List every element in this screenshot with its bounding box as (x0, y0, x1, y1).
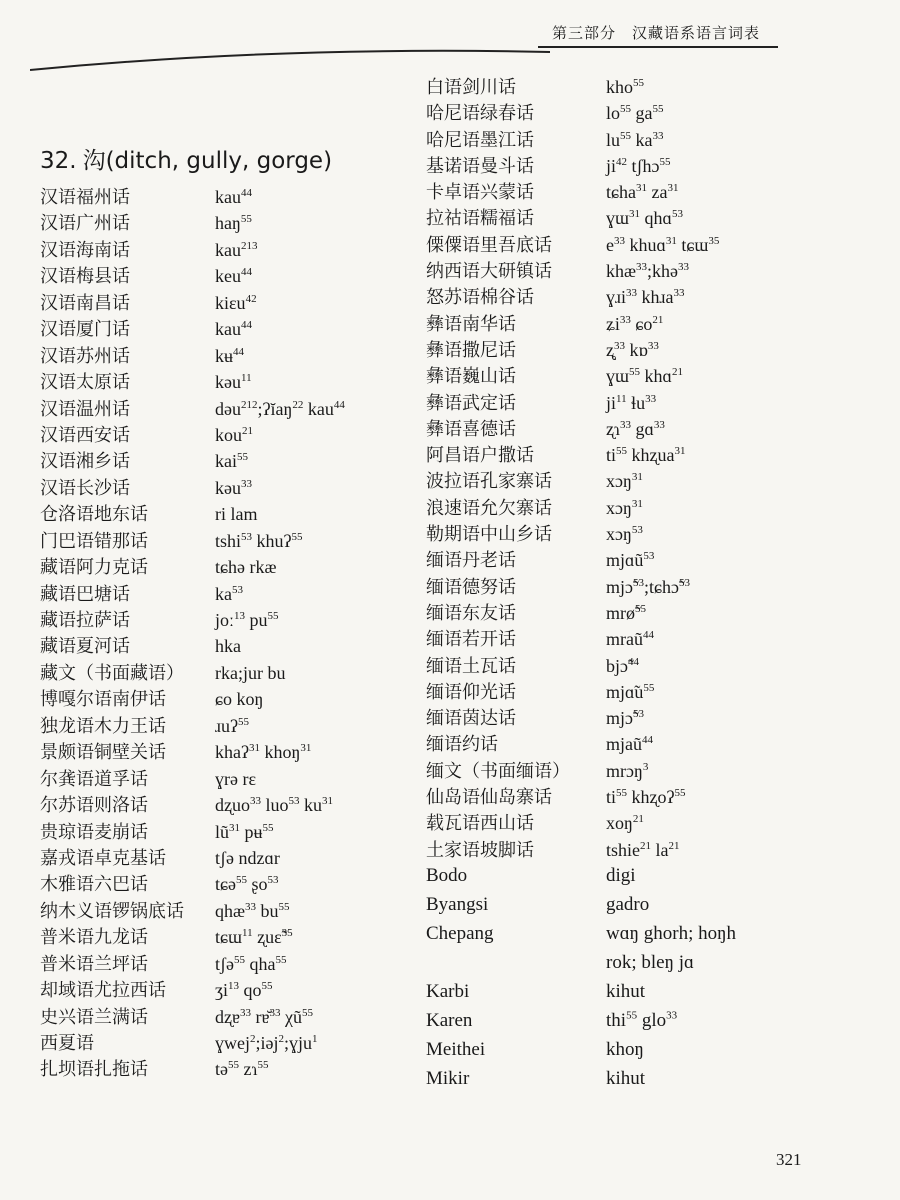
word-form: dʐɐ$^{33}$ rɐ̆$^{33}$ $\chi ũ^{55}$ (215, 1006, 313, 1027)
entry-row (40, 501, 410, 527)
language-name: 汉语长沙话 (40, 477, 130, 498)
entry-row (426, 547, 846, 573)
language-name: 缅语约话 (426, 734, 498, 755)
language-name: 却域语尤拉西话 (40, 980, 166, 1001)
entry-row (40, 316, 410, 342)
word-form: kou$^{21}$ (215, 424, 253, 445)
language-name: 汉语福州话 (40, 187, 130, 207)
word-form: tɕhə rkæ (215, 557, 277, 578)
language-name: Bodo (426, 864, 468, 886)
word-form: kəu$^{11}$ (215, 372, 252, 393)
entry-row (40, 924, 410, 950)
language-name: 藏语夏河话 (40, 636, 130, 657)
language-name: 普米语九龙话 (40, 927, 148, 948)
language-name: 独龙语木力王话 (40, 715, 166, 736)
entry-row (40, 607, 410, 633)
word-form: mrø̃$^{55}$ (606, 602, 646, 623)
word-form: ʐɿ$^{33}$ gɑ$^{33}$ (606, 418, 665, 439)
word-form: tɕə$^{55}$ ʂo$^{53}$ (215, 874, 279, 895)
language-name: 勒期语中山乡话 (426, 524, 552, 545)
entry-row (40, 739, 410, 765)
language-name: 木雅语六巴话 (40, 874, 148, 895)
word-form: xɔŋ$^{53}$ (606, 524, 643, 545)
word-form: hka (215, 636, 241, 657)
entry-row (40, 1030, 410, 1056)
language-name: 门巴语错那话 (40, 530, 148, 551)
word-form: khaʔ$^{31}$ khoŋ$^{31}$ (215, 742, 312, 763)
word-form: tshie$^{21}$ $la^{21}$ (606, 839, 680, 860)
language-name: 波拉语孔家寨话 (426, 471, 552, 492)
word-form: ʑi$^{33}$ ɕo$^{21}$ (606, 313, 664, 334)
language-name: 彝语巍山话 (426, 366, 516, 387)
entry-row (426, 232, 846, 258)
language-name: Chepang (426, 922, 494, 944)
language-name: Meithei (426, 1038, 486, 1060)
language-name: 白语剑川话 (426, 77, 516, 97)
language-name: 藏语阿力克话 (40, 557, 148, 578)
entry-row (40, 554, 410, 580)
word-form: kho$^{55}$ (606, 77, 644, 97)
entry-row (426, 1008, 846, 1037)
entry-row (40, 184, 410, 210)
entry-row (426, 950, 846, 979)
language-name: 土家语坡脚话 (426, 839, 534, 860)
word-form: xɔŋ$^{31}$ (606, 497, 643, 518)
word-form: kau$^{213}$ (215, 239, 258, 260)
word-form: haŋ$^{55}$ (215, 213, 252, 234)
entry-row (40, 686, 410, 712)
entry-row (40, 528, 410, 554)
language-name: 汉语温州话 (40, 398, 130, 419)
word-form: ɣrə rɛ (215, 768, 257, 789)
entry-row (426, 705, 846, 731)
language-name: 仙岛语仙岛寨话 (426, 787, 552, 808)
language-name: Mikir (426, 1067, 470, 1089)
language-name: 仓洛语地东话 (40, 504, 148, 525)
word-form: $ka^{53}$ (215, 583, 243, 604)
entry-row (40, 1004, 410, 1030)
language-name: 彝语南华话 (426, 313, 516, 334)
language-name: Byangsi (426, 893, 489, 915)
word-form: xɔŋ$^{31}$ (606, 471, 643, 492)
entry-row (426, 311, 846, 337)
entry-row (426, 837, 846, 863)
entry-row (40, 422, 410, 448)
entry-row (40, 951, 410, 977)
word-form: $lo^{55}$ $ga^{55}$ (606, 103, 664, 124)
word-form: dʐuo$^{33}$ luo$^{53}$ $ku^{31}$ (215, 795, 334, 816)
entry-row (40, 766, 410, 792)
word-form: ɣɹi$^{33}$ khɹa$^{33}$ (606, 287, 685, 308)
entry-row (426, 1037, 846, 1066)
word-form: ɹuʔ$^{55}$ (215, 715, 249, 736)
curved-rule (30, 38, 550, 78)
language-name: 藏语巴塘话 (40, 583, 130, 604)
word-form: $ji^{11}$ ɬu$^{33}$ (606, 392, 657, 413)
entry-row (426, 600, 846, 626)
word-form: bjɔ̃$^{44}$ (606, 655, 639, 676)
entry-row (40, 263, 410, 289)
word-form: $ti^{55}$ khʐua$^{31}$ (606, 445, 686, 466)
right-column (426, 74, 846, 1095)
entry-row (426, 74, 846, 100)
language-name: 贵琼语麦崩话 (40, 821, 148, 842)
word-form: mjɔ̃$^{53}$ (606, 708, 644, 729)
word-form: ɣɯ$^{31}$ qhɑ$^{53}$ (606, 208, 683, 229)
entry-row (40, 819, 410, 845)
language-name: 缅语仰光话 (426, 681, 516, 702)
word-form: qhæ$^{33}$ $bu^{55}$ (215, 900, 290, 921)
language-name: 哈尼语绿春话 (426, 103, 534, 124)
word-form: tɕɯ$^{11}$ ʐuɛ̃$^{35}$ (215, 927, 293, 948)
entry-row (40, 845, 410, 871)
word-form: thi$^{55}$ glo$^{33}$ (606, 1009, 678, 1031)
word-form: joː$^{13}$ $pu^{55}$ (215, 610, 279, 630)
word-form: keu$^{44}$ (215, 266, 252, 287)
word-form: $mjɑ̃u^{55}$ (606, 681, 655, 702)
language-name: 拉祜语糯福话 (426, 208, 534, 229)
language-name: 史兴语兰满话 (40, 1006, 148, 1027)
word-form: gadro (606, 893, 650, 915)
entry-row (426, 1066, 846, 1095)
language-name: 尔龚语道孚话 (40, 768, 148, 789)
entry-row (426, 979, 846, 1008)
entry-row (426, 921, 846, 950)
word-form: kʉ$^{44}$ (215, 345, 244, 366)
word-form: rka;jur bu (215, 662, 286, 683)
entry-row (426, 442, 846, 468)
entry-row (426, 337, 846, 363)
language-name: 博嘎尔语南伊话 (40, 689, 166, 710)
left-column (40, 184, 410, 1083)
entry-row (40, 977, 410, 1003)
language-name: 哈尼语墨江话 (426, 129, 534, 150)
language-name: 缅语茵达话 (426, 708, 516, 729)
language-name: 汉语湘乡话 (40, 451, 130, 472)
language-name: 卡卓语兴蒙话 (426, 182, 534, 203)
language-name: 藏文（书面藏语） (40, 662, 184, 683)
entry-row (40, 871, 410, 897)
entry-row (40, 713, 410, 739)
word-form: kau$^{44}$ (215, 319, 252, 340)
word-form: tʃə$^{55}$ qha$^{55}$ (215, 953, 287, 974)
entry-row (40, 792, 410, 818)
word-form: ʒi$^{13}$ $qo^{55}$ (215, 980, 273, 1001)
language-name: 载瓦语西山话 (426, 813, 534, 834)
language-name: 缅文（书面缅语） (426, 760, 570, 781)
entry-row (426, 100, 846, 126)
language-name: 纳木义语锣锅底话 (40, 900, 184, 921)
header-rule (538, 46, 778, 48)
language-name: 汉语太原话 (40, 372, 130, 393)
word-form: kəu$^{33}$ (215, 477, 252, 498)
language-name: 缅语土瓦话 (426, 655, 516, 676)
language-name: 缅语德努话 (426, 576, 516, 597)
word-form: $e^{33}$ khuɑ$^{31}$ tɕɯ$^{35}$ (606, 234, 720, 255)
section-heading: 沟(ditch, gully, gorge) (82, 148, 333, 174)
word-form: kai$^{55}$ (215, 451, 248, 472)
entry-row (426, 784, 846, 810)
entry-row (426, 758, 846, 784)
entry-row (426, 258, 846, 284)
language-name: 普米语兰坪话 (40, 953, 148, 974)
entry-row (40, 898, 410, 924)
word-form: tshi$^{53}$ khuʔ$^{55}$ (215, 530, 303, 551)
language-name: 缅语丹老话 (426, 550, 516, 571)
entry-row (40, 396, 410, 422)
word-form: kau$^{44}$ (215, 187, 252, 207)
language-name: 彝语喜德话 (426, 418, 516, 439)
language-name: 藏语拉萨话 (40, 610, 130, 630)
word-form: ɣɯ$^{55}$ khɑ$^{21}$ (606, 366, 683, 387)
entry-row (40, 475, 410, 501)
word-form: ʐ̥$^{33}$ kɒ$^{33}$ (606, 339, 659, 360)
entry-row (426, 679, 846, 705)
entry-row (426, 521, 846, 547)
entry-row (426, 468, 846, 494)
language-name: 汉语海南话 (40, 239, 130, 260)
word-form: mjaũ$^{44}$ (606, 734, 653, 755)
word-form: khoŋ (606, 1038, 644, 1060)
language-name: Karbi (426, 980, 470, 1002)
entry-row (40, 1056, 410, 1082)
language-name: 汉语厦门话 (40, 319, 130, 340)
entry-row (40, 343, 410, 369)
word-form: $ji^{42}$ tʃhɔ$^{55}$ (606, 155, 671, 176)
entry-row (40, 581, 410, 607)
entry-row (426, 863, 846, 892)
entry-row (426, 153, 846, 179)
language-name: 扎坝语扎拖话 (40, 1059, 148, 1080)
entry-row (426, 284, 846, 310)
language-name: 汉语西安话 (40, 424, 130, 445)
language-name: 汉语苏州话 (40, 345, 130, 366)
word-form: mraũ$^{44}$ (606, 629, 654, 650)
word-form: $lu^{55}$ $ka^{33}$ (606, 129, 664, 150)
entry-row (426, 205, 846, 231)
language-name: 纳西语大研镇话 (426, 261, 552, 282)
entry-row (426, 731, 846, 757)
language-name: 阿昌语户撒话 (426, 445, 534, 466)
entry-row (426, 495, 846, 521)
word-form: tɕha$^{31}$ $za^{31}$ (606, 182, 679, 203)
word-form: kiɛu$^{42}$ (215, 292, 257, 313)
entry-row (40, 237, 410, 263)
language-name: Karen (426, 1009, 473, 1031)
entry-row (426, 626, 846, 652)
entry-row (40, 633, 410, 659)
entry-row (40, 660, 410, 686)
word-form: tʃə ndzɑr (215, 847, 280, 868)
word-form: rok; bleŋ jɑ (606, 951, 694, 973)
word-form: mrɔŋ$^3$ (606, 760, 649, 781)
language-name: 汉语南昌话 (40, 292, 130, 313)
entry-row (40, 210, 410, 236)
entry-row (426, 653, 846, 679)
word-form: mjɔ̃$^{53}$;tɕhɔ̃$^{53}$ (606, 576, 690, 597)
entry-row (426, 810, 846, 836)
entry-row (426, 363, 846, 389)
page-number: 321 (776, 1150, 802, 1169)
word-form: khæ$^{33}$;khə$^{33}$ (606, 261, 690, 282)
entry-row (40, 448, 410, 474)
language-name: 缅语东友话 (426, 602, 516, 623)
language-name: 尔苏语则洛话 (40, 795, 148, 816)
word-form: kihut (606, 1067, 646, 1089)
entry-row (426, 127, 846, 153)
word-form: xoŋ$^{21}$ (606, 813, 644, 834)
word-form: ri lam (215, 504, 258, 525)
language-name: 傈僳语里吾底话 (426, 234, 552, 255)
word-form: dəu$^{212}$;ʔĭaŋ$^{22}$ kau$^{44}$ (215, 398, 345, 419)
entry-row (40, 290, 410, 316)
word-form: ɣwej$^2$;iəj$^2$;ɣju$^1$ (215, 1033, 318, 1053)
language-name: 西夏语 (40, 1033, 94, 1053)
word-form: ɕo koŋ (215, 689, 264, 710)
language-name: 怒苏语棉谷话 (426, 287, 534, 308)
word-form: kihut (606, 980, 646, 1002)
running-head: 第三部分 汉藏语系语言词表 (552, 24, 761, 42)
language-name: 嘉戎语卓克基话 (40, 847, 166, 868)
word-form: $ti^{55}$ khʐoʔ$^{55}$ (606, 787, 686, 808)
section-number: 32. (40, 148, 77, 174)
entry-row (426, 892, 846, 921)
language-name: 彝语撒尼话 (426, 339, 516, 360)
language-name: 汉语广州话 (40, 213, 130, 234)
word-form: digi (606, 864, 636, 886)
entry-row (426, 574, 846, 600)
entry-row (40, 369, 410, 395)
word-form: tə$^{55}$ zɿ$^{55}$ (215, 1059, 269, 1080)
entry-row (426, 416, 846, 442)
word-form: $lũ^{31}$ pʉ$^{55}$ (215, 821, 274, 842)
entry-row (426, 179, 846, 205)
language-name: 缅语若开话 (426, 629, 516, 650)
language-name: 基诺语曼斗话 (426, 155, 534, 176)
language-name: 汉语梅县话 (40, 266, 130, 287)
word-form: wɑŋ ghorh; hoŋh (606, 922, 737, 944)
language-name: 景颇语铜壁关话 (40, 742, 166, 763)
language-name: 彝语武定话 (426, 392, 516, 413)
word-form: mjɑũ$^{53}$ (606, 550, 655, 571)
language-name: 浪速语允欠寨话 (426, 497, 552, 518)
entry-row (426, 390, 846, 416)
section-title (40, 142, 332, 175)
